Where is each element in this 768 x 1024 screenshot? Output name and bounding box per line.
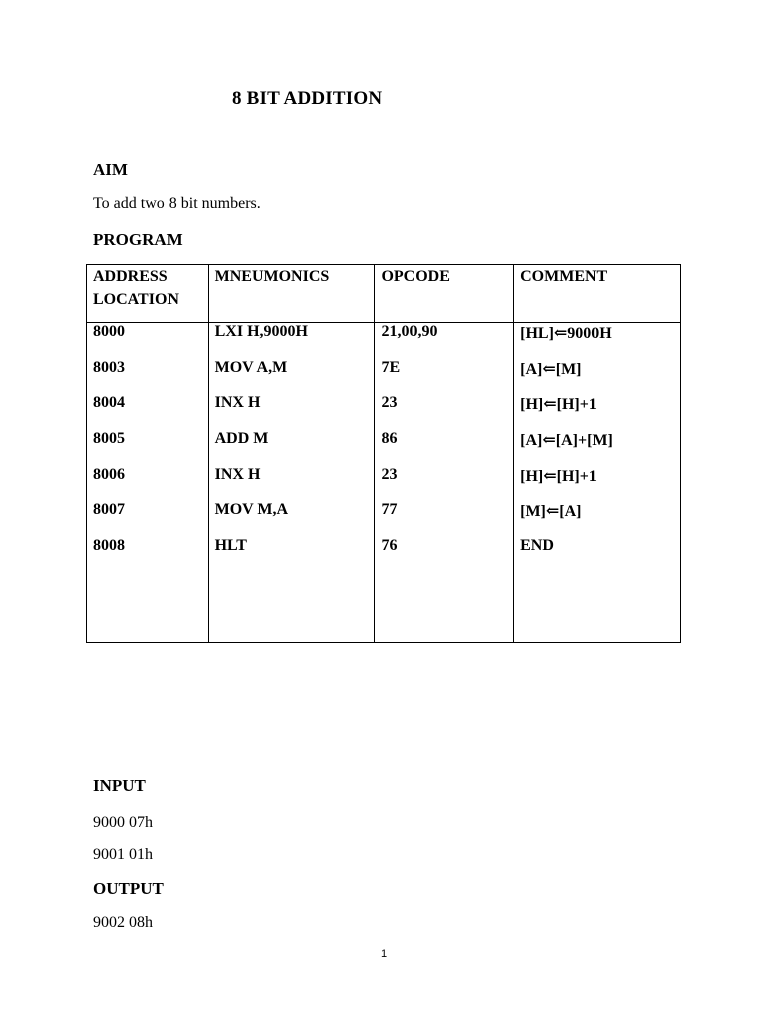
output-heading: OUTPUT	[93, 879, 164, 898]
mnemonic-cell: HLT	[208, 536, 375, 572]
page-title: 8 BIT ADDITION	[232, 88, 383, 109]
opcode-cell: 86	[375, 429, 514, 465]
page-number: 1	[380, 948, 388, 960]
program-table	[86, 264, 681, 643]
column-header-line: LOCATION	[93, 291, 179, 308]
table-row	[87, 429, 681, 465]
comment-cell: [A]⇐[A]+[M]	[514, 429, 681, 465]
address-cell: 8008	[87, 536, 209, 572]
input-heading: INPUT	[93, 776, 146, 795]
empty-cell	[514, 572, 681, 643]
program-heading: PROGRAM	[93, 230, 183, 249]
mnemonic-cell: MOV A,M	[208, 358, 375, 394]
mnemonic-cell: INX H	[208, 465, 375, 501]
empty-cell	[87, 572, 209, 643]
table-row	[87, 393, 681, 429]
column-header-mnemonics	[208, 265, 375, 323]
aim-text: To add two 8 bit numbers.	[93, 195, 261, 212]
table-empty-row	[87, 572, 681, 643]
table-row	[87, 465, 681, 501]
comment-cell: [A]⇐[M]	[514, 358, 681, 394]
column-header-address	[87, 265, 209, 323]
opcode-cell: 77	[375, 500, 514, 536]
empty-cell	[375, 572, 514, 643]
comment-cell: [M]⇐[A]	[514, 500, 681, 536]
comment-cell: [HL]⇐9000H	[514, 323, 681, 358]
opcode-cell: 23	[375, 393, 514, 429]
opcode-cell: 7E	[375, 358, 514, 394]
column-header-line: COMMENT	[520, 268, 608, 285]
opcode-cell: 76	[375, 536, 514, 572]
column-header-comment	[514, 265, 681, 323]
column-header-line: ADDRESS	[93, 268, 168, 285]
table-row	[87, 358, 681, 394]
address-cell: 8006	[87, 465, 209, 501]
output-line: 9002 08h	[93, 914, 153, 931]
input-line: 9001 01h	[93, 846, 153, 863]
address-cell: 8005	[87, 429, 209, 465]
comment-cell: [H]⇐[H]+1	[514, 465, 681, 501]
table-row	[87, 536, 681, 572]
mnemonic-cell: MOV M,A	[208, 500, 375, 536]
mnemonic-cell: INX H	[208, 393, 375, 429]
mnemonic-cell: LXI H,9000H	[208, 323, 375, 358]
column-header-line: MNEUMONICS	[214, 268, 330, 285]
comment-cell: END	[514, 536, 681, 572]
column-header-opcode	[375, 265, 514, 323]
table-row	[87, 323, 681, 358]
opcode-cell: 23	[375, 465, 514, 501]
table-row	[87, 500, 681, 536]
address-cell: 8003	[87, 358, 209, 394]
address-cell: 8004	[87, 393, 209, 429]
aim-heading: AIM	[93, 160, 128, 179]
address-cell: 8000	[87, 323, 209, 358]
input-line: 9000 07h	[93, 814, 153, 831]
empty-cell	[208, 572, 375, 643]
comment-cell: [H]⇐[H]+1	[514, 393, 681, 429]
opcode-cell: 21,00,90	[375, 323, 514, 358]
mnemonic-cell: ADD M	[208, 429, 375, 465]
table-header-row	[87, 265, 681, 323]
address-cell: 8007	[87, 500, 209, 536]
column-header-line: OPCODE	[381, 268, 450, 285]
